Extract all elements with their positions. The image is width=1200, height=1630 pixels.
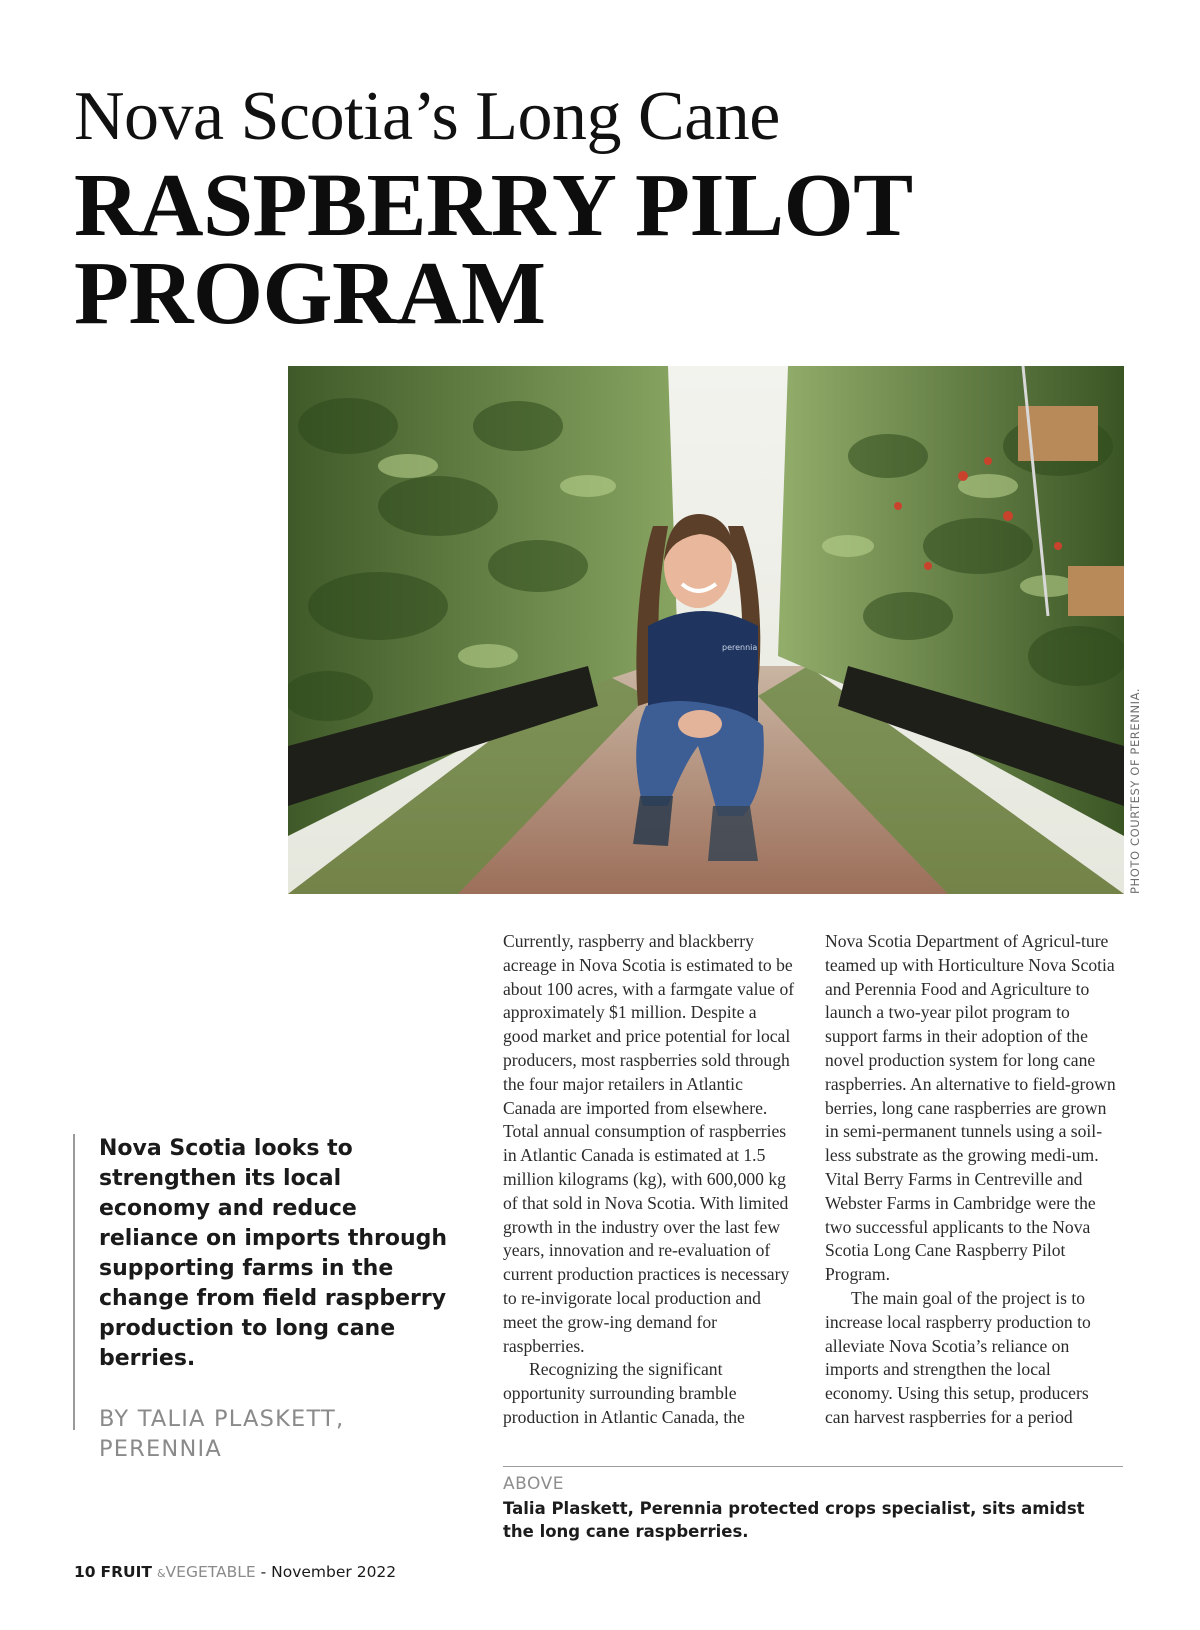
page-number: 10 [74,1563,96,1581]
article-deck: Nova Scotia looks to strengthen its local economy and reduce reliance on imports through supporting farms in the change from field raspberry production to long cane berries. [99,1136,448,1371]
shirt-logo: perennia [722,643,758,652]
body-paragraph: Recognizing the significant opportunity surrounding bramble production in Atlantic Canada, the [503,1359,745,1427]
photo-credit: PHOTO COURTESY OF PERENNIA. [1128,687,1142,894]
body-paragraph: Currently, raspberry and blackberry acreage in Nova Scotia is estimated to be about 100 acres, with a farmgate value of approximately $1 million. Despite a good market and price potential for local producers, most raspberries sold through the four major retailers in Atlantic Canada are imported from elsewhere. Total annual consumption of raspberries in Atlantic Canada is estimated at 1.5 million kilograms (kg), with 600,000 kg of that sold in Nova Scotia. With limited growth in the industry over the last few years, innovation and re-evaluation of current production practices is necessary to re-invigorate local production and meet the grow-ing demand for raspberries. [503,931,795,1356]
magazine-name-amp: & [156,1567,166,1580]
footer-separator: - [255,1563,272,1581]
body-column-2 [825,930,1117,1430]
magazine-name-fruit: FRUIT [100,1563,152,1581]
pull-quote [73,1134,453,1462]
body-paragraph: The main goal of the project is to increase local raspberry production to alleviate Nova Scotia’s reliance on imports and strengthen the local economy. Using this setup, producers can harvest raspberries for a period [825,1287,1091,1427]
issue-date: November 2022 [271,1563,397,1581]
body-column-1 [503,930,795,1430]
page-footer [74,1563,396,1581]
photo-caption: Talia Plaskett, Perennia protected crops specialist, sits amidst the long cane raspberries. [503,1499,1085,1541]
caption-label: ABOVE [503,1474,564,1494]
magazine-name-vegetable: VEGETABLE [165,1563,256,1581]
headline-kicker: Nova Scotia’s Long Cane [74,78,780,155]
byline: BY TALIA PLASKETT, PERENNIA [99,1406,345,1462]
caption-divider [503,1466,1123,1467]
headline-main: RASPBERRY PILOT PROGRAM [74,156,911,343]
body-paragraph: Nova Scotia Department of Agricul-ture teamed up with Horticulture Nova Scotia and Perennia Food and Agriculture to launch a two-year pilot program to support farms in their adoption of the novel production system for long cane raspberries. An alternative to field-grown berries, long cane raspberries are grown in semi-permanent tunnels using a soil-less substrate as the growing medi-um. Vital Berry Farms in Centreville and Webster Farms in Cambridge were the two successful applicants to the Nova Scotia Long Cane Raspberry Pilot Program. [825,931,1116,1285]
hero-photo [288,366,1124,894]
